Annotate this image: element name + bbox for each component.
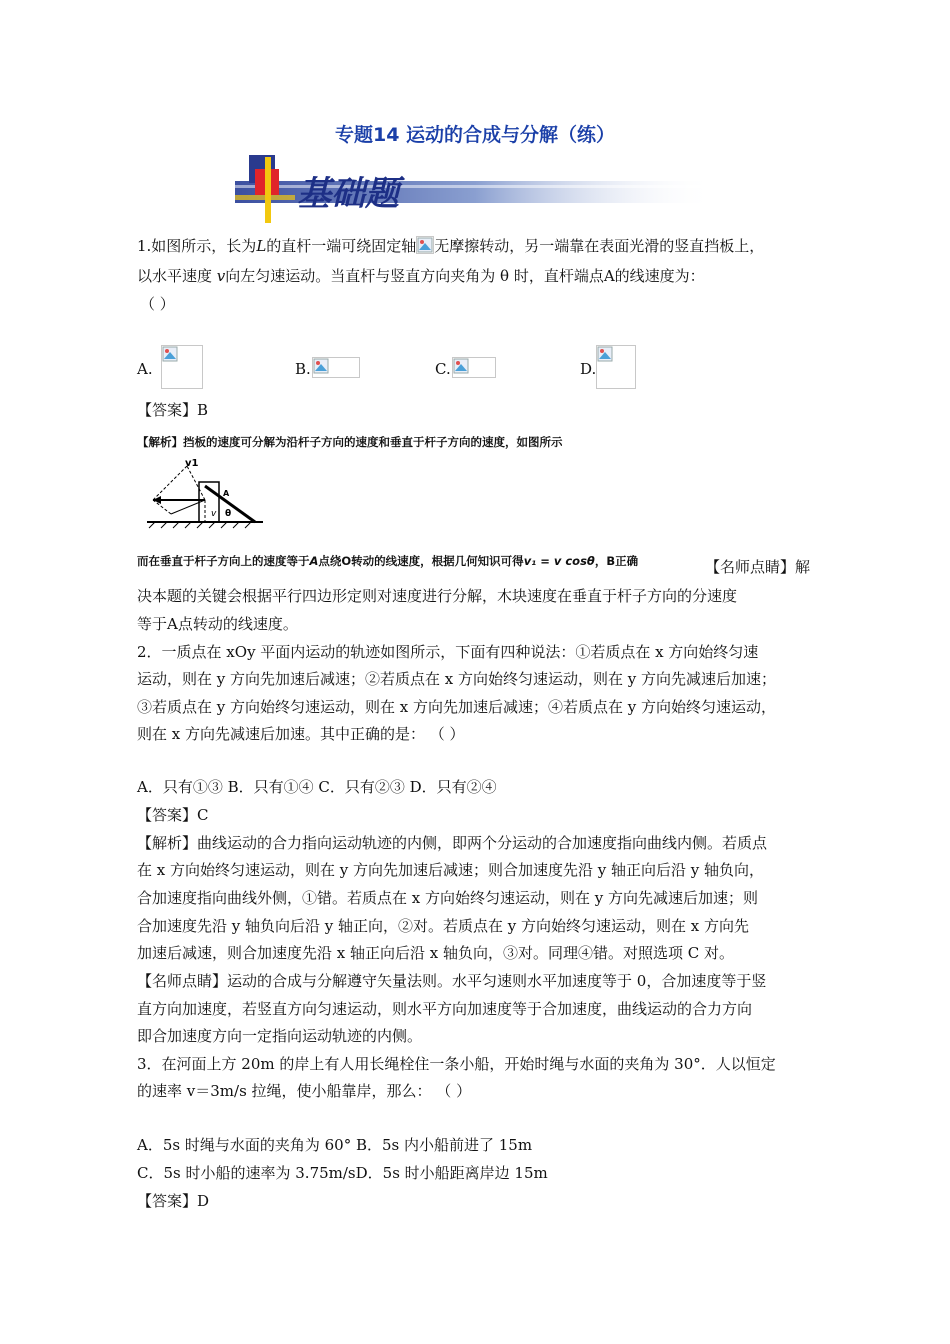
q1-analysis: 【解析】挡板的速度可分解为沿杆子方向的速度和垂直于杆子方向的速度，如图所示 xyxy=(137,435,563,449)
q1-tip-label: 【名师点睛】解 xyxy=(705,558,811,576)
q3-line2: 的速率 v＝3m/s 拉绳，使小船靠岸，那么： （ ） xyxy=(137,1082,472,1100)
label-a: A xyxy=(223,489,230,498)
q2-analysis-4: 合加速度先沿 y 轴负向后沿 y 轴正向，②对。若质点在 y 方向始终匀速运动，则在 x 方向先 xyxy=(137,917,750,935)
q1-figure xyxy=(145,456,265,538)
label-v: v xyxy=(211,509,217,519)
label-theta: θ xyxy=(225,509,232,519)
q1-option-a: A. xyxy=(137,360,153,378)
q1-option-c: C. xyxy=(435,360,451,378)
q1-tip-line2: 决本题的关键会根据平行四边形定则对速度进行分解，木块速度在垂直于杆子方向的分速度 xyxy=(137,587,738,605)
q1-option-a-image xyxy=(161,345,203,389)
q1-option-d-image xyxy=(596,345,636,389)
q2-line2: 运动，则在 y 方向先加速后减速；②若质点在 x 方向始终匀速运动，则在 y 方向先减速后加速； xyxy=(137,670,777,688)
q2-tip-2: 直方向加速度，若竖直方向匀速运动，则水平方向加速度等于合加速度，曲线运动的合力方向 xyxy=(137,1000,753,1018)
banner-graphic xyxy=(235,155,715,225)
q2-line4: 则在 x 方向先减速后加速。其中正确的是： （ ） xyxy=(137,725,465,743)
q3-line1: 3．在河面上方 20m 的岸上有人用长绳栓住一条小船，开始时绳与水面的夹角为 30°．人以恒定 xyxy=(137,1055,776,1073)
q2-analysis-2: 在 x 方向始终匀速运动，则在 y 方向先加速后减速；则合加速度先沿 y 轴正向后沿 y 轴负向， xyxy=(137,861,765,879)
broken-image-icon xyxy=(597,346,613,362)
q2-analysis-3: 合加速度指向曲线外侧，①错。若质点在 x 方向始终匀速运动，则在 y 方向先减速后加速；则 xyxy=(137,889,759,907)
q2-tip-1: 【名师点睛】运动的合成与分解遵守矢量法则。水平匀速则水平加速度等于 0，合加速度等于竖 xyxy=(137,972,767,990)
q2-options: A．只有①③ B．只有①④ C．只有②③ D．只有②④ xyxy=(137,778,497,796)
broken-image-icon xyxy=(162,346,178,362)
section-banner xyxy=(235,155,715,225)
banner-text: 基础题 xyxy=(297,174,399,214)
q2-answer: 【答案】C xyxy=(137,806,209,824)
q3-options-2: C．5s 时小船的速率为 3.75m/sD．5s 时小船距离岸边 15m xyxy=(137,1164,548,1182)
q2-analysis-5: 加速后减速，则合加速度先沿 x 轴正向后沿 x 轴负向，③对。同理④错。对照选项 C 对。 xyxy=(137,944,735,962)
q2-analysis-1: 【解析】曲线运动的合力指向运动轨迹的内侧，即两个分运动的合加速度指向曲线内侧。若质点 xyxy=(137,834,768,852)
q1-after-figure: 而在垂直于杆子方向上的速度等于A点绕O转动的线速度，根据几何知识可得v₁ = v cosθ，B正确 xyxy=(137,554,639,568)
q1-option-b-image xyxy=(312,357,360,378)
label-v1: v1 xyxy=(185,458,199,469)
q3-options-1: A．5s 时绳与水面的夹角为 60° B．5s 内小船前进了 15m xyxy=(137,1136,533,1154)
q1-option-d: D. xyxy=(580,360,597,378)
page-title: 专题14 运动的合成与分解（练） xyxy=(334,124,616,146)
q1-line2: 以水平速度 v向左匀速运动。当直杆与竖直方向夹角为 θ 时，直杆端点A的线速度为： xyxy=(137,267,705,285)
q1-paren: （ ） xyxy=(140,295,175,313)
broken-image-icon xyxy=(313,358,329,374)
q1-option-b: B. xyxy=(295,360,311,378)
q2-line1: 2．一质点在 xOy 平面内运动的轨迹如图所示，下面有四种说法：①若质点在 x 方向始终匀速 xyxy=(137,643,759,661)
broken-image-icon xyxy=(416,236,434,254)
q3-answer: 【答案】D xyxy=(137,1192,210,1210)
q1-answer: 【答案】B xyxy=(137,401,209,419)
q1-tip-line3: 等于A点转动的线速度。 xyxy=(137,615,298,633)
q2-line3: ③若质点在 y 方向始终匀速运动，则在 x 方向先加速后减速；④若质点在 y 方向始终匀速运动， xyxy=(137,698,777,716)
q2-tip-3: 即合加速度方向一定指向运动轨迹的内侧。 xyxy=(137,1027,423,1045)
broken-image-icon xyxy=(453,358,469,374)
q1-line1: 1.如图所示，长为L的直杆一端可绕固定轴 无摩擦转动，另一端靠在表面光滑的竖直挡板上， xyxy=(137,237,765,255)
velocity-diagram xyxy=(145,456,265,538)
q1-option-c-image xyxy=(452,357,496,378)
